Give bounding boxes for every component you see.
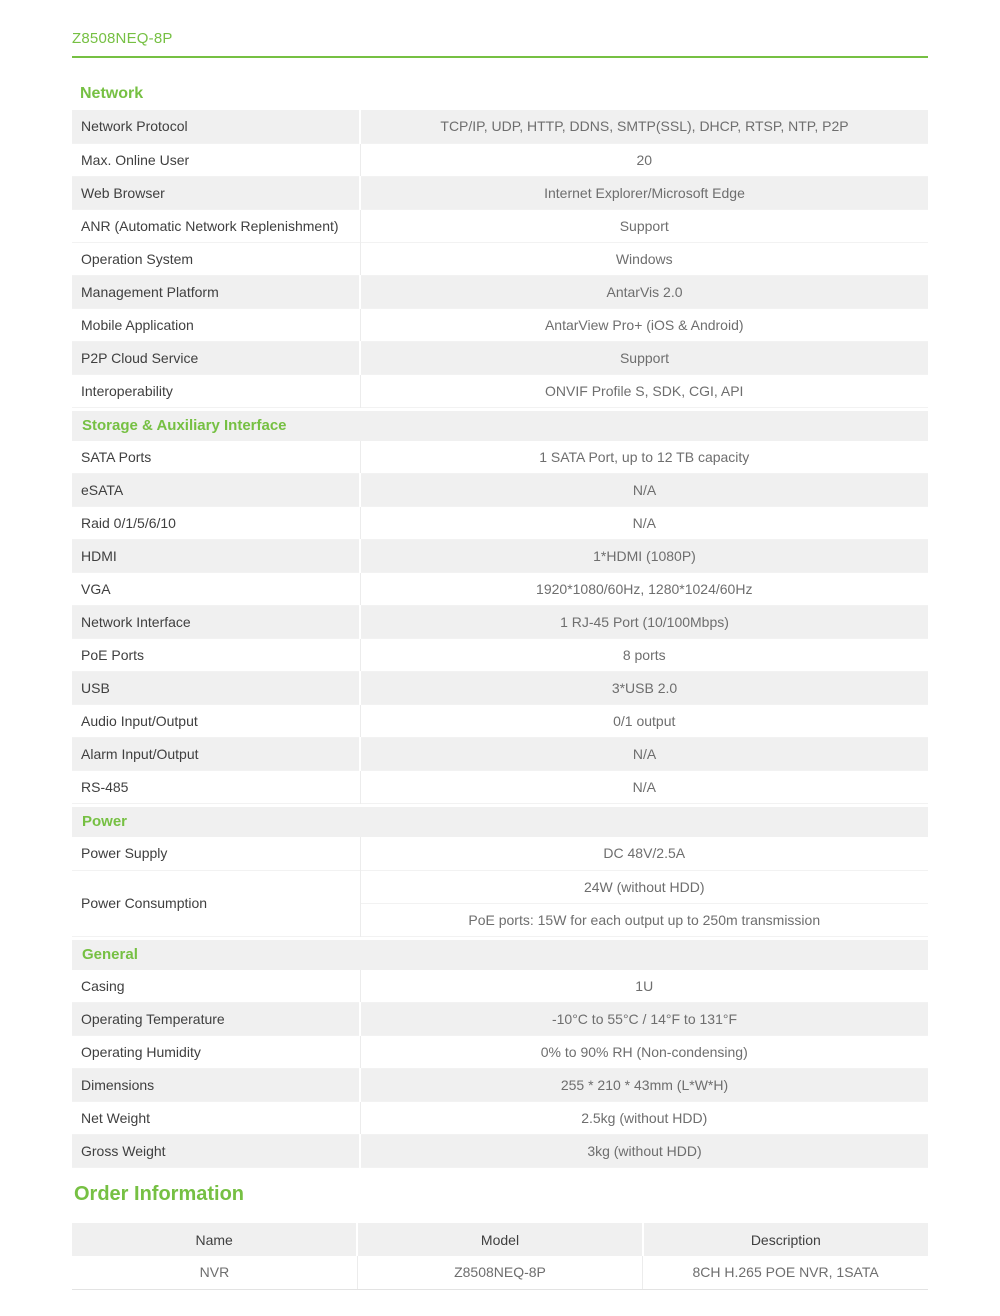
page-title: Z8508NEQ-8P [72,30,173,47]
spec-row [72,176,928,209]
spec-value: 255 * 210 * 43mm (L*W*H) [560,1077,729,1093]
spec-label: SATA Ports [72,441,360,474]
order-cell: Z8508NEQ-8P [357,1256,642,1289]
spec-row [72,672,928,705]
section-heading: Power [72,807,928,837]
spec-label: Casing [72,970,360,1003]
spec-label: P2P Cloud Service [72,341,360,374]
spec-row [72,970,928,1003]
spec-value: 0/1 output [613,713,676,729]
spec-label: Operating Temperature [72,1003,360,1036]
spec-label: Web Browser [72,176,360,209]
spec-value: 8 ports [622,647,666,663]
spec-row [72,1135,928,1168]
spec-row [72,209,928,242]
spec-value: 1*HDMI (1080P) [593,548,696,564]
spec-label: Net Weight [72,1102,360,1135]
spec-row [72,374,928,407]
spec-label: Power Consumption [72,870,360,936]
spec-value: N/A [632,746,657,762]
spec-row [72,275,928,308]
spec-row [72,474,928,507]
spec-label: PoE Ports [72,639,360,672]
order-information-heading: Order Information [74,1183,245,1205]
spec-label: Network Interface [72,606,360,639]
spec-label: Management Platform [72,275,360,308]
spec-value: -10°C to 55°C / 14°F to 131°F [551,1011,738,1027]
spec-table [72,837,928,937]
spec-row [72,705,928,738]
spec-label: Operating Humidity [72,1036,360,1069]
spec-row [72,441,928,474]
spec-label: Interoperability [72,374,360,407]
spec-row [72,1102,928,1135]
section-general [72,940,928,1169]
order-header-cell: Model [357,1223,642,1256]
spec-table [72,970,928,1169]
spec-label: Audio Input/Output [72,705,360,738]
spec-label: RS-485 [72,771,360,804]
spec-value: Support [619,217,669,234]
spec-label: Dimensions [72,1069,360,1102]
order-cell: 8CH H.265 POE NVR, 1SATA [643,1256,928,1289]
spec-row [72,771,928,804]
spec-row [72,1069,928,1102]
spec-row [72,606,928,639]
spec-value: Internet Explorer/Microsoft Edge [544,184,745,201]
spec-label: HDMI [72,540,360,573]
order-header-cell: Name [72,1223,357,1256]
spec-row [72,837,928,870]
spec-label: Alarm Input/Output [72,738,360,771]
section-network [72,85,928,408]
spec-row [72,341,928,374]
spec-value: 0% to 90% RH (Non-condensing) [540,1044,748,1060]
spec-value: 24W (without HDD) [583,878,705,895]
spec-label: ANR (Automatic Network Replenishment) [72,209,360,242]
spec-value: N/A [632,779,656,795]
spec-row [72,870,928,903]
spec-value: Windows [615,250,673,267]
spec-label: eSATA [72,474,360,507]
spec-table [72,110,928,408]
spec-row [72,242,928,275]
order-cell: NVR [72,1256,357,1289]
spec-value: TCP/IP, UDP, HTTP, DDNS, SMTP(SSL), DHCP, RTSP, NTP, P2P [440,118,849,135]
spec-value: AntarView Pro+ (iOS & Android) [544,316,744,333]
spec-row [72,1036,928,1069]
spec-row [72,738,928,771]
spec-label: Mobile Application [72,308,360,341]
order-table [72,1223,928,1290]
spec-value: ONVIF Profile S, SDK, CGI, API [545,382,744,399]
order-table-body [72,1256,928,1289]
spec-sections [72,85,928,1168]
spec-value: DC 48V/2.5A [603,845,686,862]
spec-row [72,540,928,573]
section-heading: Storage & Auxiliary Interface [72,411,928,441]
spec-row [72,1003,928,1036]
spec-row [72,639,928,672]
order-row [72,1256,928,1289]
section-heading: General [72,940,928,970]
spec-value: 3kg (without HDD) [587,1143,702,1159]
spec-label: VGA [72,573,360,606]
section-power [72,807,928,937]
spec-value: N/A [632,515,656,531]
spec-value: Support [619,349,670,366]
section-heading: Network [80,85,144,102]
order-table-head [72,1223,928,1256]
spec-value: 20 [636,151,653,168]
spec-label: Power Supply [72,837,360,870]
spec-label: Raid 0/1/5/6/10 [72,507,360,540]
spec-row [72,507,928,540]
order-header-row [72,1223,928,1256]
spec-row [72,110,928,143]
spec-row [72,143,928,176]
spec-row [72,308,928,341]
spec-value: 1U [635,977,654,994]
spec-label: Max. Online User [72,143,360,176]
spec-value: N/A [632,482,657,498]
spec-value: 1 RJ-45 Port (10/100Mbps) [560,614,729,630]
spec-table [72,441,928,805]
section-storage-auxiliary-interface [72,411,928,805]
title-underline [72,56,928,58]
spec-label: Operation System [72,242,360,275]
spec-value: 1920*1080/60Hz, 1280*1024/60Hz [536,581,753,597]
spec-value: 2.5kg (without HDD) [581,1110,708,1126]
spec-value: 3*USB 2.0 [611,680,678,696]
spec-value: PoE ports: 15W for each output up to 250m transmission [468,911,821,928]
spec-value: AntarVis 2.0 [606,283,683,300]
spec-label: Network Protocol [72,110,360,143]
order-header-cell: Description [643,1223,928,1256]
spec-value: 1 SATA Port, up to 12 TB capacity [539,448,750,465]
spec-row [72,573,928,606]
spec-label: USB [72,672,360,705]
spec-label: Gross Weight [72,1135,360,1168]
